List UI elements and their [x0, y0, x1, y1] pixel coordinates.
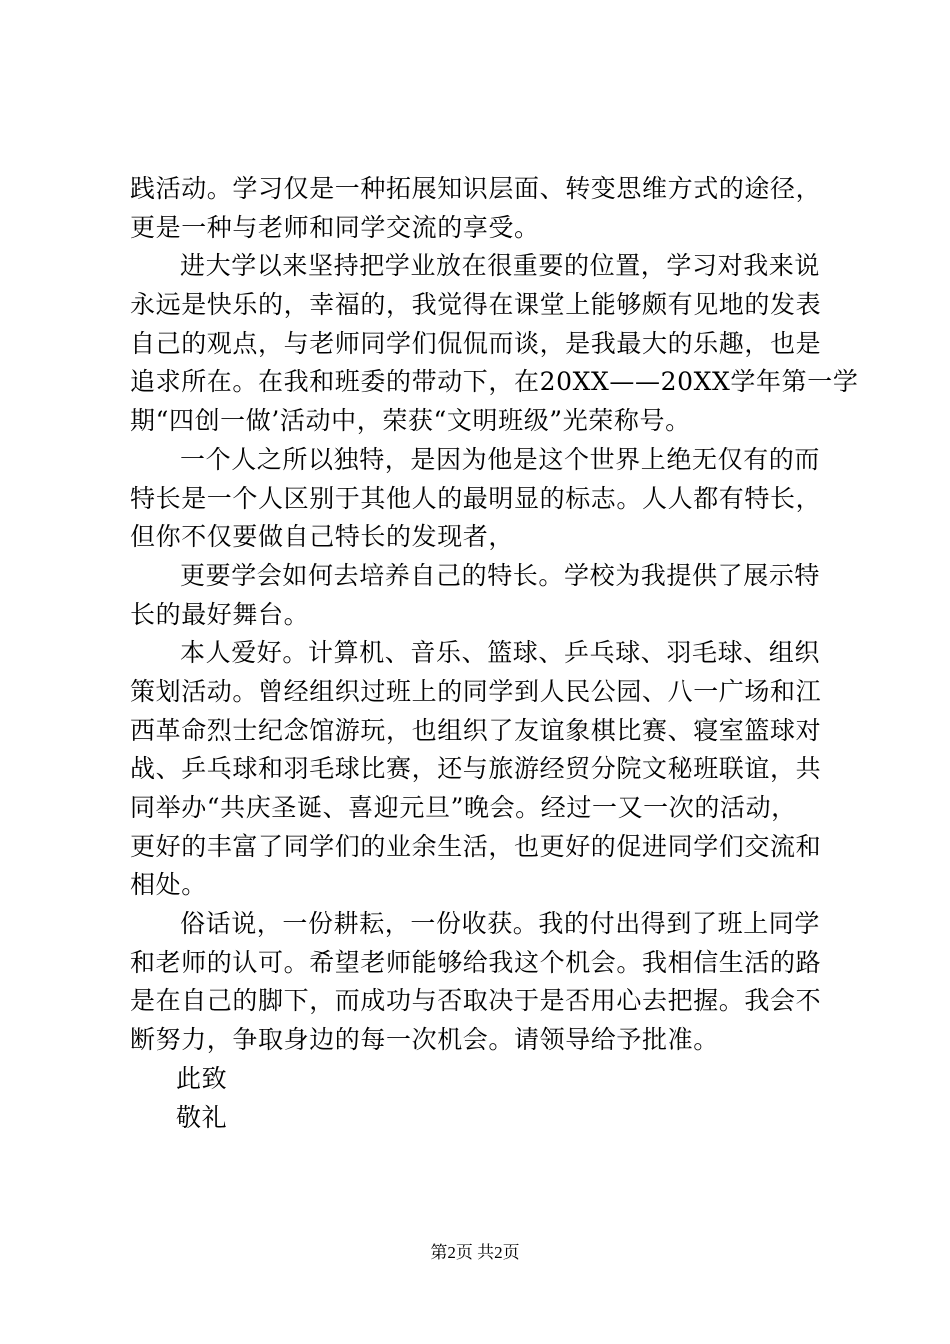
closing-regards: 敬礼	[176, 1102, 228, 1132]
text-line: 特长是一个人区别于其他人的最明显的标志。人人都有特长，	[130, 483, 822, 513]
text-line: 永远是快乐的，幸福的，我觉得在课堂上能够颇有见地的发表	[130, 290, 822, 320]
text-line: 战、乒乓球和羽毛球比赛，还与旅游经贸分院文秘班联谊，共	[130, 754, 822, 784]
paragraph-start-line: 更要学会如何去培养自己的特长。学校为我提供了展示特	[180, 560, 821, 590]
text-line: 相处。	[130, 870, 207, 900]
text-line: 追求所在。在我和班委的带动下，在20XX——20XX学年第一学	[130, 367, 859, 397]
text-line: 践活动。学习仅是一种拓展知识层面、转变思维方式的途径，	[130, 174, 822, 203]
text-line: 西革命烈士纪念馆游玩，也组织了友谊象棋比赛、寝室篮球对	[130, 715, 822, 745]
closing-salutation: 此致	[176, 1063, 228, 1093]
paragraph-start-line: 本人爱好。计算机、音乐、篮球、乒乓球、羽毛球、组织	[180, 638, 821, 668]
paragraph-start-line: 一个人之所以独特，是因为他是这个世界上绝无仅有的而	[180, 444, 821, 474]
text-line: 更好的丰富了同学们的业余生活，也更好的促进同学们交流和	[130, 831, 822, 861]
text-line: 但你不仅要做自己特长的发现者，	[130, 522, 515, 552]
text-line: 断努力，争取身边的每一次机会。请领导给予批准。	[130, 1025, 719, 1055]
letter-body	[130, 170, 859, 1137]
text-line: 长的最好舞台。	[130, 599, 310, 629]
text-line: 同举办“共庆圣诞、喜迎元旦”晚会。经过一又一次的活动，	[130, 793, 797, 822]
paragraph-start-line: 进大学以来坚持把学业放在很重要的位置，学习对我来说	[180, 251, 821, 281]
paragraph-start-line: 俗话说，一份耕耘，一份收获。我的付出得到了班上同学	[180, 909, 821, 939]
text-line: 期“四创一做’活动中，荣获“文明班级”光荣称号。	[130, 406, 691, 436]
text-line: 更是一种与老师和同学交流的享受。	[130, 212, 540, 242]
text-line: 自己的观点，与老师同学们侃侃而谈，是我最大的乐趣，也是	[130, 328, 822, 358]
text-line: 策划活动。曾经组织过班上的同学到人民公园、八一广场和江	[130, 676, 822, 706]
text-line: 和老师的认可。希望老师能够给我这个机会。我相信生活的路	[130, 947, 822, 977]
page-number-footer: 第2页 共2页	[430, 1243, 520, 1262]
text-line: 是在自己的脚下，而成功与否取决于是否用心去把握。我会不	[130, 986, 822, 1016]
